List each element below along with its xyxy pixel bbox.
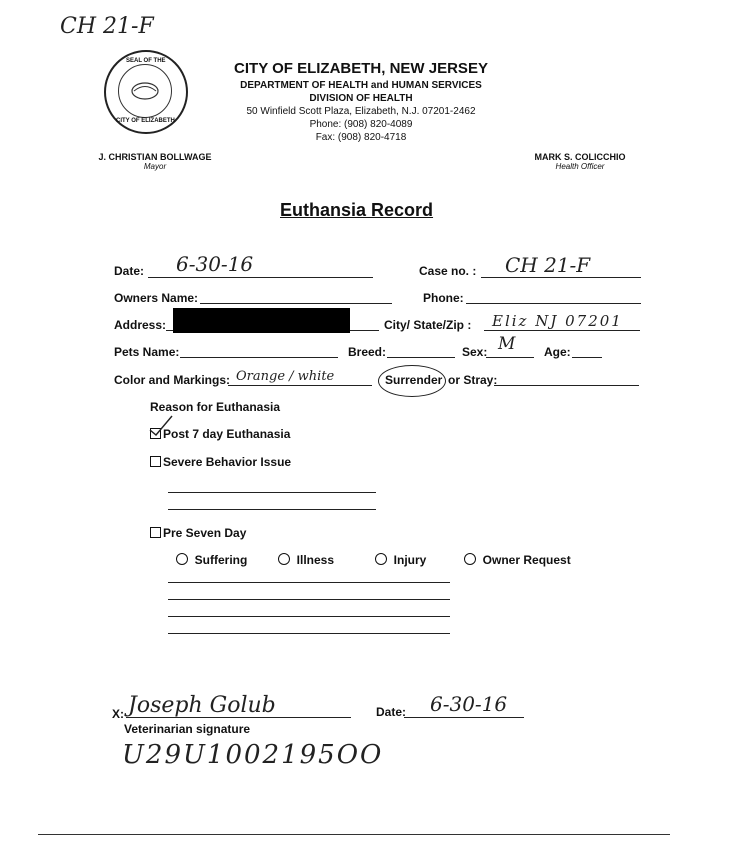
mayor-name: J. CHRISTIAN BOLLWAGE (98, 152, 212, 162)
pre7-checkbox[interactable] (150, 527, 161, 538)
breed-line[interactable] (387, 357, 455, 358)
pets-name-label: Pets Name: (114, 345, 180, 359)
reason-line-4[interactable] (168, 633, 450, 634)
option-owner-request[interactable] (464, 553, 571, 567)
department-name: DEPARTMENT OF HEALTH and HUMAN SERVICES (240, 80, 482, 91)
mayor-title: Mayor (143, 162, 167, 171)
signature-date-line (404, 717, 524, 718)
breed-label: Breed: (348, 345, 387, 359)
signature-date-value[interactable]: 6-30-16 (430, 692, 508, 716)
owner-request-radio[interactable] (464, 553, 476, 565)
color-value[interactable]: Orange / white (236, 369, 335, 384)
illness-label: Illness (296, 553, 335, 567)
case-label: Case no. : (419, 264, 477, 278)
handwritten-case-note: CH 21-F (60, 14, 154, 39)
pre7-label: Pre Seven Day (163, 526, 247, 540)
seal-bottom-text: CITY OF ELIZABETH (116, 118, 175, 124)
health-officer-title: Health Officer (555, 162, 605, 171)
city-seal (104, 50, 188, 134)
illness-radio[interactable] (278, 553, 290, 565)
suffering-radio[interactable] (176, 553, 188, 565)
suffering-label: Suffering (194, 553, 248, 567)
post7-label: Post 7 day Euthanasia (163, 427, 291, 441)
phone-label: Phone: (423, 291, 464, 305)
health-officer-name: MARK S. COLICCHIO (534, 152, 626, 162)
mayor-block (80, 152, 230, 171)
city-name: CITY OF ELIZABETH, NEW JERSEY (234, 60, 488, 77)
injury-radio[interactable] (375, 553, 387, 565)
signature-scribble[interactable]: Joseph Golub (128, 693, 276, 718)
city-label: City/ State/Zip : (384, 318, 472, 332)
injury-label: Injury (393, 553, 427, 567)
color-line (228, 385, 372, 386)
pre7-option[interactable] (150, 526, 246, 540)
city-value[interactable]: Eliz NJ 07201 (492, 312, 623, 330)
severe-line-1[interactable] (168, 492, 376, 493)
reason-line-3[interactable] (168, 616, 450, 617)
severe-line-2[interactable] (168, 509, 376, 510)
office-fax: Fax: (908) 820-4718 (315, 132, 407, 143)
stray-label: or Stray: (448, 373, 498, 387)
severe-label: Severe Behavior Issue (163, 455, 292, 469)
case-line (481, 277, 641, 278)
checkmark-icon (148, 414, 174, 436)
owner-line[interactable] (200, 303, 392, 304)
microchip-code: U29U1002195OO (122, 740, 384, 770)
sex-label: Sex: (462, 345, 488, 359)
phone-line[interactable] (466, 303, 641, 304)
office-phone: Phone: (908) 820-4089 (309, 119, 413, 130)
health-officer-block (510, 152, 650, 171)
office-address: 50 Winfield Scott Plaza, Elizabeth, N.J. 07201-2462 (246, 106, 476, 117)
division-name: DIVISION OF HEALTH (309, 93, 413, 104)
option-illness[interactable] (278, 553, 334, 567)
sex-value[interactable]: M (498, 334, 516, 354)
pets-name-line[interactable] (180, 357, 338, 358)
city-line (484, 330, 640, 331)
reason-line-2[interactable] (168, 599, 450, 600)
seal-top-text: SEAL OF THE (126, 58, 166, 64)
footer-rule (38, 834, 670, 835)
owner-label: Owners Name: (114, 291, 199, 305)
signature-label: Veterinarian signature (124, 722, 251, 736)
seal-emblem-icon (130, 80, 160, 102)
age-label: Age: (544, 345, 571, 359)
signature-x-label: X: (112, 707, 124, 721)
address-label: Address: (114, 318, 167, 332)
option-suffering[interactable] (176, 553, 247, 567)
stray-line (494, 385, 639, 386)
reason-line-1[interactable] (168, 582, 450, 583)
date-value[interactable]: 6-30-16 (176, 252, 254, 276)
reason-heading: Reason for Euthanasia (150, 400, 281, 414)
severe-option[interactable] (150, 455, 291, 469)
severe-checkbox[interactable] (150, 456, 161, 467)
date-line (148, 277, 373, 278)
surrender-label[interactable]: Surrender (385, 373, 443, 387)
page-title: Euthansia Record (280, 200, 434, 220)
age-line[interactable] (572, 357, 602, 358)
letterhead (180, 60, 542, 143)
sex-line (486, 357, 534, 358)
date-label: Date: (114, 264, 145, 278)
color-label: Color and Markings: (114, 373, 231, 387)
signature-date-label: Date: (376, 705, 407, 719)
redacted-address-block (173, 308, 350, 333)
option-injury[interactable] (375, 553, 426, 567)
owner-request-label: Owner Request (482, 553, 571, 567)
case-value[interactable]: CH 21-F (505, 253, 591, 277)
